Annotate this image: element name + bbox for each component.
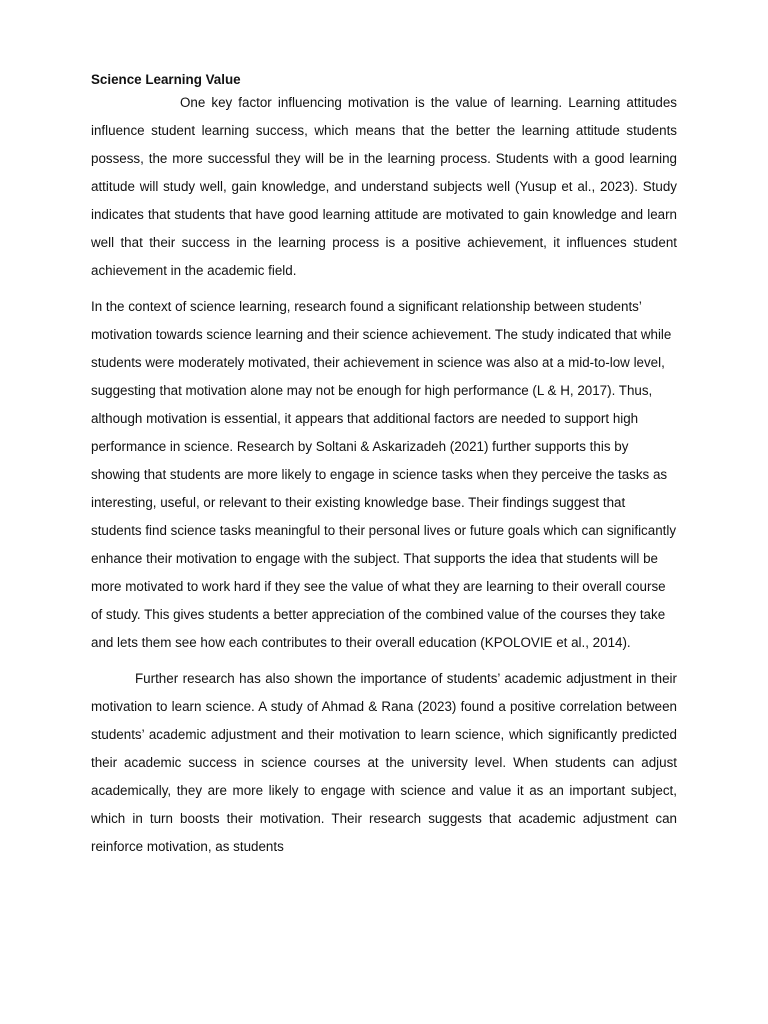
paragraph-3: Further research has also shown the importance of students’ academic adjustment in their motivation to learn science. A study of Ahmad & Rana (2023) found a positive correlation between students’ academic adjustment and their motivation to learn science, which significantly predicted their academic success in science courses at the university level. When students can adjust academically, they are more likely to engage with science and value it as an important subject, which in turn boosts their motivation. Their research suggests that academic adjustment can reinforce motivation, as students bbox=[91, 671, 677, 854]
document-page bbox=[91, 70, 677, 861]
section-heading: Science Learning Value bbox=[91, 72, 241, 87]
paragraph-2: In the context of science learning, research found a significant relationship between students’ motivation towards science learning and their science achievement. The study indicated that while students were moderately motivated, their achievement in science was also at a mid-to-low level, suggesting that motivation alone may not be enough for high performance (L & H, 2017). Thus, although motivation is essential, it appears that additional factors are needed to support high performance in science. Research by Soltani & Askarizadeh (2021) further supports this by showing that students are more likely to engage in science tasks when they perceive the tasks as interesting, useful, or relevant to their existing knowledge base. Their findings suggest that students find science tasks meaningful to their personal lives or future goals which can significantly enhance their motivation to engage with the subject. That supports the idea that students will be more motivated to work hard if they see the value of what they are learning to their overall course of study. This gives students a better appreciation of the combined value of the courses they take and lets them see how each contributes to their overall education (KPOLOVIE et al., 2014). bbox=[91, 299, 677, 650]
paragraph-1: One key factor influencing motivation is the value of learning. Learning attitudes influence student learning success, which means that the better the learning attitude students possess, the more successful they will be in the learning process. Students with a good learning attitude will study well, gain knowledge, and understand subjects well (Yusup et al., 2023). Study indicates that students that have good learning attitude are motivated to gain knowledge and learn well that their success in the learning process is a positive achievement, it influences student achievement in the academic field. bbox=[91, 95, 677, 278]
